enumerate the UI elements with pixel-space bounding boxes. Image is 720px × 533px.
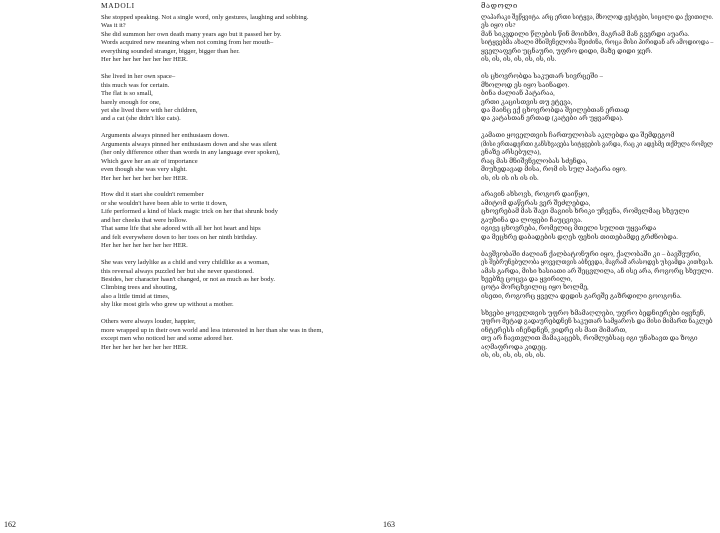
poem-line: Her her her her her her her HER. xyxy=(101,343,188,351)
poem-line: She was very ladylike as a child and very childlike as a woman, xyxy=(101,259,270,267)
poem-line: გაუხინა და ლოყები ჩაუცვივა. xyxy=(481,216,583,224)
poem-line: ისეთი, როგორც ყველა დედის გარეშე გაზრდილი გოოგონა. xyxy=(481,292,682,300)
stanza xyxy=(101,259,351,310)
poem-line: this much was for certain. xyxy=(101,81,170,89)
stanza xyxy=(481,191,713,242)
poem-line: Besides, her character hasn't changed, or not as much as her body. xyxy=(101,275,275,283)
poem-line: ხეებზე ცოცვა და ყვირილი, xyxy=(481,275,573,283)
poem-line: Her her her her her her her HER. xyxy=(101,242,188,250)
poem-line: ამიტომ დაწერას ვერ შეძლებდა, xyxy=(481,199,591,207)
poem-line: everything sounded stranger, bigger, bigger than her. xyxy=(101,47,240,55)
stanza xyxy=(481,73,713,124)
stanza xyxy=(101,191,351,250)
poem-line: ყველაფერი უცნაური, უფრო დიდი, მაზე დიდი ჯერ. xyxy=(481,47,653,55)
poem-line: Arguments always pinned her enthusiasm down and she was silent xyxy=(101,140,277,148)
poem-line: არავინ ახსოვს, როგორ დაიწყო, xyxy=(481,191,590,199)
poem-line: (her only difference other than words in any language ever spoken), xyxy=(101,149,280,157)
poem-line: ენაზე არსებულა), xyxy=(481,149,542,157)
stanza xyxy=(481,251,713,302)
poem-line: even though she was very slight. xyxy=(101,166,188,174)
poem-body-english xyxy=(101,14,351,360)
stanza xyxy=(481,132,713,183)
page-number: 162 xyxy=(4,520,16,529)
poem-line: Her her her her her her her HER. xyxy=(101,56,188,64)
poem-line: და კატასთან ერთად (კატები არ უყვარდა). xyxy=(481,115,624,123)
page-title: MADOLI xyxy=(101,1,135,10)
poem-body-georgian xyxy=(481,14,713,369)
poem-line: and her cheeks that were hollow. xyxy=(101,216,188,224)
stanza xyxy=(101,132,351,183)
poem-line: except men who noticed her and some adored her. xyxy=(101,335,234,343)
poem-line: კამათი ყოველთვის ჩართულობას აკლებდა და შემდეგომ xyxy=(481,132,675,140)
poem-line: yet she lived there with her children, xyxy=(101,106,198,114)
poem-line: ის ცხოვრობდა საკუთარ სივრცეში – xyxy=(481,73,603,81)
poem-line: სიტყვებმა ახალი მნიშვნელობა შეიძინა, როცა მისი პირიდან არ ამოდიოდა – xyxy=(481,39,714,47)
poem-line: რაც მას მნიშვნელობას სძენდა, xyxy=(481,157,588,165)
stanza xyxy=(101,14,351,65)
poem-line: more wrapped up in their own world and less interested in her than she was in them, xyxy=(101,326,324,334)
poem-line: Which gave her an air of importance xyxy=(101,157,198,165)
poem-line: and a cat (she didn't like cats). xyxy=(101,115,181,123)
poem-line: ის, ის ის ის ის ის. xyxy=(481,174,539,182)
poem-line: ის, ის, ის, ის, ის, ის, ის. xyxy=(481,56,557,64)
poem-line: ცოტა მორცხვილიც იყო ხოლმე, xyxy=(481,284,589,292)
poem-line: Her her her her her her her HER. xyxy=(101,174,188,182)
poem-line: this reversal always puzzled her but she never questioned. xyxy=(101,267,254,275)
poem-line: ეს იყო ის? xyxy=(481,22,516,30)
stanza xyxy=(101,73,351,124)
poem-line: თუ არ ჩავთვლით მამაკაცებს, რომლებსაც იგი უნახავთ და ზოგი xyxy=(481,335,698,343)
poem-line: იგივე ცხოვრება, რომელიც მთელი სულით უყვარდა xyxy=(481,225,657,233)
poem-line: barely enough for one, xyxy=(101,98,161,106)
poem-line: ბავშვობაში ძალიან ქალბატონური იყო, ქალობაში კი – ბავშვური, xyxy=(481,250,701,258)
poem-line: ინტერესს იჩენდნენ, ვიდრე ის მათ მიმართ, xyxy=(481,326,627,334)
poem-line: Climbing trees and shouting, xyxy=(101,284,178,292)
poem-line: ბინა ძალიან პატარაა, xyxy=(481,90,555,98)
poem-line: მან სიკვდილი წლების წინ მოიხმო, მაგრამ მან გვერდი აუარა. xyxy=(481,30,690,38)
page-number: 163 xyxy=(383,520,395,529)
stanza xyxy=(101,318,351,352)
page-title: მადოლი xyxy=(481,1,518,10)
poem-line: She lived in her own space– xyxy=(101,73,176,81)
poem-line: და მაინც ექ ცხოვრობდა შვილებთან ერთად xyxy=(481,106,630,114)
poem-line: Was it it? xyxy=(101,22,126,30)
right-page xyxy=(360,0,720,533)
poem-line: and felt everywhere down to her toes on her ninth birthday. xyxy=(101,233,258,241)
poem-line: shy like most girls who grew up without a mother. xyxy=(101,301,234,309)
poem-line: ის, ის, ის, ის, ის, ის. xyxy=(481,352,546,360)
poem-line: or she wouldn't have been able to write it down, xyxy=(101,199,228,207)
poem-line: Words acquired new meaning when not coming from her mouth– xyxy=(101,39,274,47)
poem-line: Others were always louder, happier, xyxy=(101,318,196,326)
poem-line: მიუხედავად მისა, რომ ის სულ პატარა იყო. xyxy=(481,166,627,174)
poem-line: Life performed a kind of black magic trick on her that shrunk body xyxy=(101,208,278,216)
poem-line: ამას გარდა, მისი ხასიათი არ შეცვლილა, ან ისე არა, როგორც სხეული. xyxy=(481,267,714,275)
poem-line: ცხოვრებამ მას შავი მაგიის ხრიკი უჩვენა, რომელმაც სხეული xyxy=(481,208,690,216)
poem-line: How did it start she couldn't remember xyxy=(101,191,204,199)
poem-line: also a little timid at times, xyxy=(101,292,170,300)
stanza xyxy=(481,14,713,65)
poem-line: The flat is so small, xyxy=(101,90,153,98)
poem-line: უფრო მეტად გადაურებდნენ საკუთარ სამყაროს და მისი მიმართ ნაკლებ xyxy=(481,318,713,326)
poem-line: სხვები ყოველთვის უფრო ხმამაღლები, უფრო ბედნიერები იყვნენ, xyxy=(481,309,706,317)
poem-line: ეს შებრუნებულობა ყოველთვის აბნევდა, მაგრამ არასოდეს უსვამდა კითხვას. xyxy=(481,259,714,267)
poem-line: ერთი კაცისთვის თუ ეტევა, xyxy=(481,98,573,106)
poem-line: (მისი ერთადერთი განსხვავება სიტყვების გარდა, რაც კი ადესმე თქმულა რომელ xyxy=(481,140,713,148)
poem-line: მხოლოდ ეს იყო საინადო. xyxy=(481,81,570,89)
poem-line: და მეცხრე დაბადების დღეს ფეხის თითებამდე გრძნობდა. xyxy=(481,233,678,241)
stanza xyxy=(481,310,713,361)
poem-line: She stopped speaking. Not a single word, only gestures, laughing and sobbing. xyxy=(101,14,309,21)
poem-line: That same life that she adored with all her hot heart and hips xyxy=(101,225,261,233)
poem-line: She did summon her own death many years ago but it passed her by. xyxy=(101,30,282,38)
poem-line: აღმაფროდა კიდეც. xyxy=(481,343,548,351)
poem-line: Arguments always pinned her enthusiasm down. xyxy=(101,132,230,140)
poem-line: ლაპარაკი შეწყვიტა. არც ერთი სიტყვა, მხოლოდ ჟესტები, სიცილი და ქვითილი. xyxy=(481,14,714,21)
